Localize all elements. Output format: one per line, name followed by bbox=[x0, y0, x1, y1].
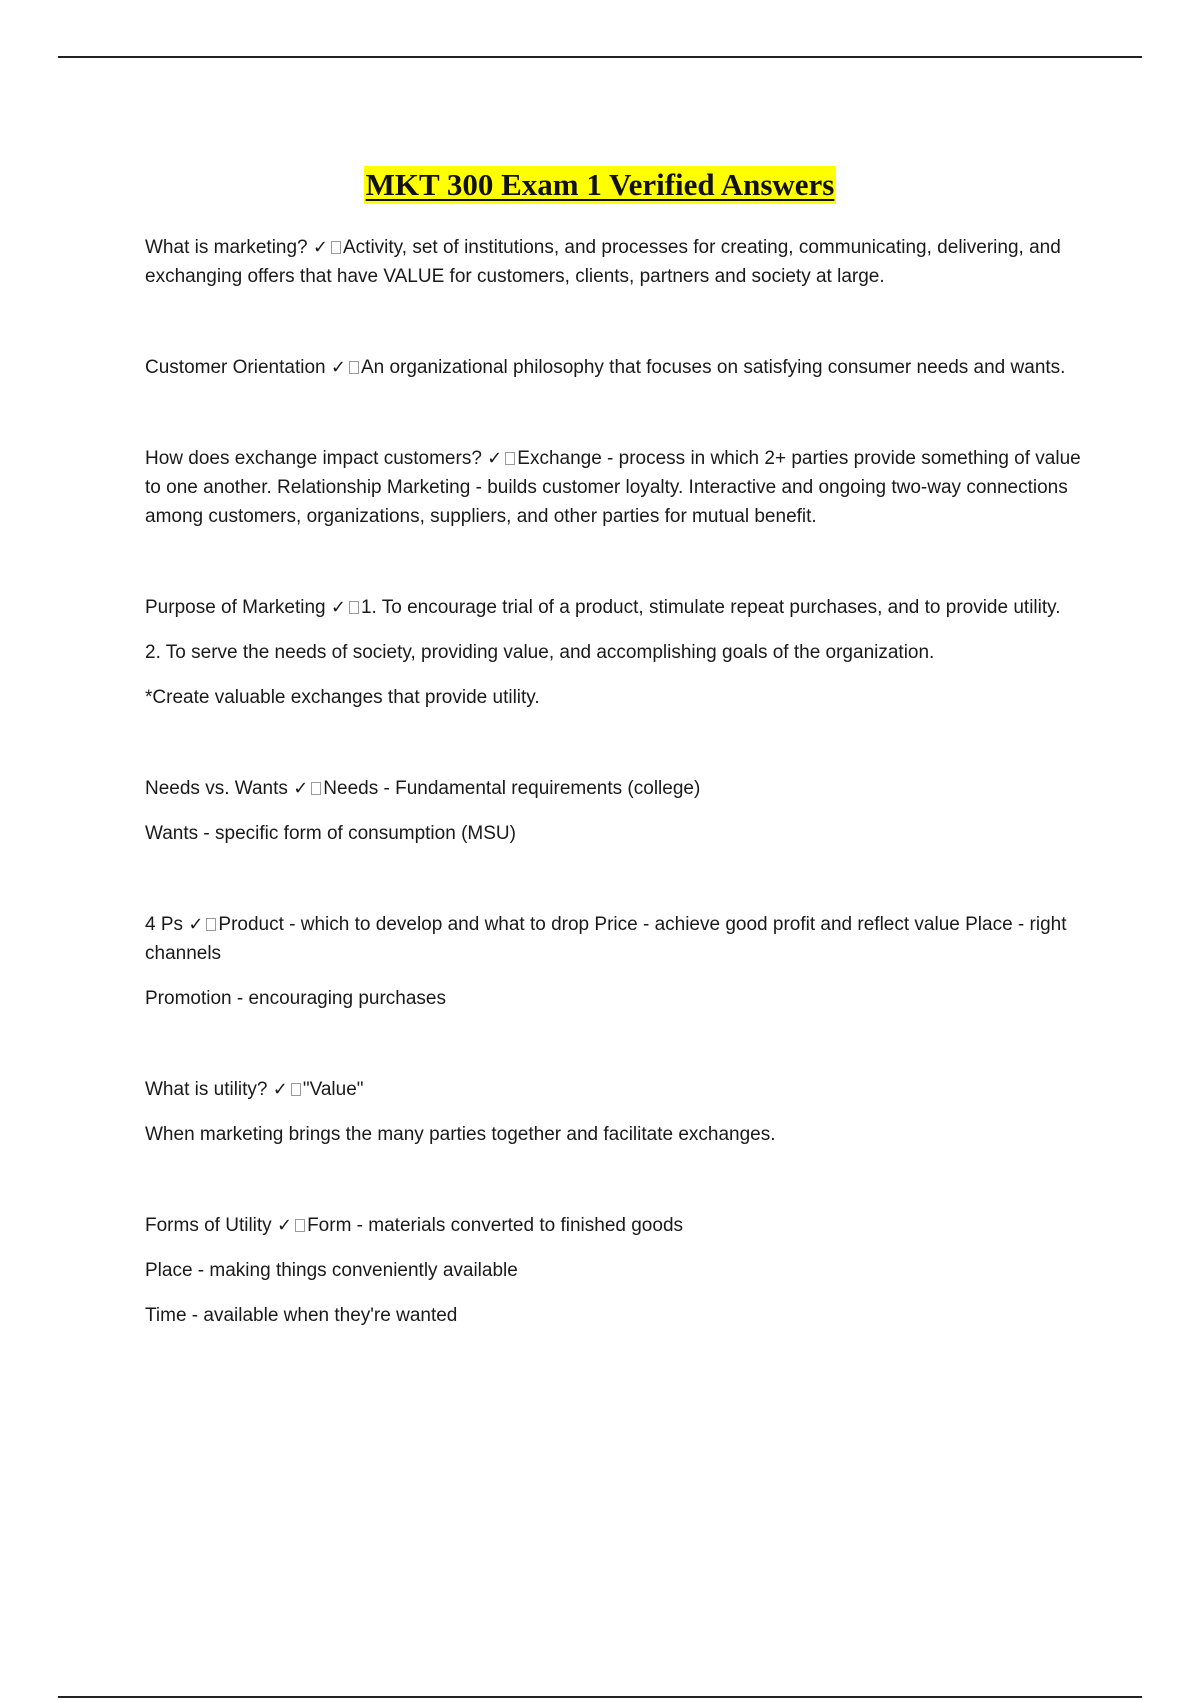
answer-continuation: *Create valuable exchanges that provide utility. bbox=[145, 687, 540, 708]
answer-continuation: Wants - specific form of consumption (MSU) bbox=[145, 823, 516, 844]
check-icon: ✓ bbox=[272, 1079, 288, 1100]
qa-item bbox=[145, 593, 1095, 712]
qa-line bbox=[145, 444, 1095, 531]
title-block bbox=[0, 166, 1200, 204]
answer: 1. To encourage trial of a product, stimulate repeat purchases, and to provide utility. bbox=[360, 597, 1061, 618]
qa-item bbox=[145, 233, 1095, 291]
question: Forms of Utility bbox=[145, 1215, 272, 1236]
qa-item bbox=[145, 444, 1095, 531]
qa-item bbox=[145, 1211, 1095, 1330]
question: What is marketing? bbox=[145, 237, 308, 258]
question: How does exchange impact customers? bbox=[145, 448, 482, 469]
check-icon: ✓ bbox=[330, 597, 346, 618]
qa-list bbox=[145, 233, 1095, 1392]
box-icon bbox=[295, 1219, 305, 1232]
qa-line bbox=[145, 593, 1095, 622]
answer: "Value" bbox=[302, 1079, 364, 1100]
question: Needs vs. Wants bbox=[145, 778, 288, 799]
check-icon: ✓ bbox=[312, 237, 328, 258]
answer-continuation: Promotion - encouraging purchases bbox=[145, 988, 447, 1009]
check-icon: ✓ bbox=[188, 914, 204, 935]
question: 4 Ps bbox=[145, 914, 184, 935]
qa-item bbox=[145, 1075, 1095, 1149]
check-icon: ✓ bbox=[330, 357, 346, 378]
qa-item bbox=[145, 774, 1095, 848]
box-icon bbox=[331, 241, 341, 254]
qa-item bbox=[145, 353, 1095, 382]
box-icon bbox=[349, 361, 359, 374]
answer-continuation: Time - available when they're wanted bbox=[145, 1305, 458, 1326]
check-icon: ✓ bbox=[487, 448, 503, 469]
qa-line bbox=[145, 233, 1095, 291]
question: Purpose of Marketing bbox=[145, 597, 326, 618]
qa-line bbox=[145, 910, 1095, 968]
box-icon bbox=[206, 918, 216, 931]
qa-item bbox=[145, 910, 1095, 1013]
qa-line bbox=[145, 1211, 1095, 1240]
answer: Product - which to develop and what to drop Price - achieve good profit and reflect value Place - right channels bbox=[145, 914, 1067, 964]
footer-rule bbox=[58, 1696, 1142, 1698]
question: Customer Orientation bbox=[145, 357, 326, 378]
box-icon bbox=[291, 1083, 301, 1096]
answer: Form - materials converted to finished goods bbox=[307, 1215, 684, 1236]
qa-line bbox=[145, 1075, 1095, 1104]
page-title: MKT 300 Exam 1 Verified Answers bbox=[365, 167, 835, 202]
answer-continuation: When marketing brings the many parties together and facilitate exchanges. bbox=[145, 1124, 776, 1145]
answer-continuation: Place - making things conveniently available bbox=[145, 1260, 518, 1281]
question: What is utility? bbox=[145, 1079, 268, 1100]
answer: Needs - Fundamental requirements (college) bbox=[323, 778, 701, 799]
check-icon: ✓ bbox=[293, 778, 309, 799]
qa-line bbox=[145, 774, 1095, 803]
box-icon bbox=[311, 782, 321, 795]
qa-line bbox=[145, 353, 1095, 382]
box-icon bbox=[349, 601, 359, 614]
answer: Activity, set of institutions, and processes for creating, communicating, delivering, and exchanging offers that have VALUE for customers, clients, partners and society at large. bbox=[145, 237, 1061, 287]
box-icon bbox=[505, 452, 515, 465]
header-rule bbox=[58, 56, 1142, 58]
answer-continuation: 2. To serve the needs of society, providing value, and accomplishing goals of the organization. bbox=[145, 642, 935, 663]
check-icon: ✓ bbox=[276, 1215, 293, 1236]
answer: An organizational philosophy that focuses on satisfying consumer needs and wants. bbox=[360, 357, 1066, 378]
answer: Exchange - process in which 2+ parties provide something of value to one another. Relationship Marketing - builds customer loyalty. Interactive and ongoing two-way connections among customers, organizations, suppliers, and other parties for mutual benefit. bbox=[145, 448, 1081, 527]
